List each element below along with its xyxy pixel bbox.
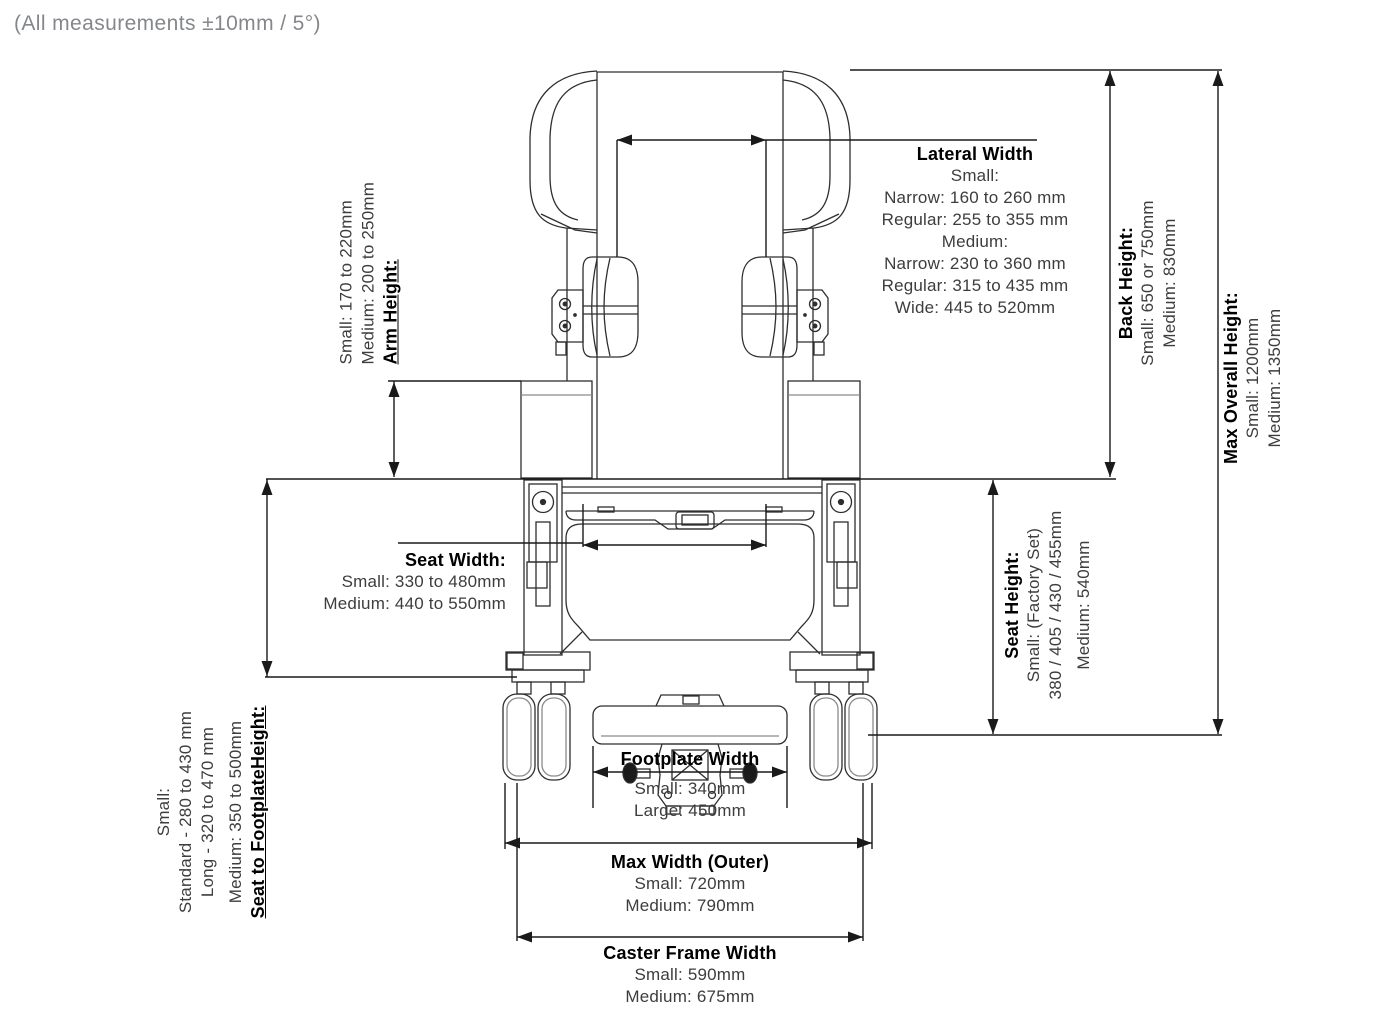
- label-max-overall-height-title: Max Overall Height:: [1221, 292, 1241, 464]
- left-seat-post: [524, 480, 562, 655]
- label-seat-height-title: Seat Height:: [1002, 551, 1022, 659]
- label-max-width-outer-title: Max Width (Outer): [610, 852, 770, 872]
- label-caster-frame-width-title: Caster Frame Width: [603, 943, 777, 963]
- label-arm-height: Small: 170 to 220mm Medium: 200 to 250mm Arm Height:: [336, 160, 404, 365]
- label-back-height: Back Height: Small: 650 or 750mm Medium: 830mm: [1115, 188, 1185, 378]
- base-frame: [506, 652, 874, 694]
- label-caster-frame-width: Caster Frame Width Small: 590mm Medium: 675mm: [560, 942, 820, 1008]
- left-lateral-pad: [552, 257, 638, 357]
- label-seat-to-footplate-title: Seat to FootplateHeight:: [248, 705, 268, 919]
- label-lateral-width: Lateral Width Small: Narrow: 160 to 260 mm Regular: 255 to 355 mm Medium: Narrow: 230 to 360 mm Regular: 315 to 435 mm Wide: 445 to 520mm: [845, 143, 1105, 319]
- label-max-width-outer: Max Width (Outer) Small: 720mm Medium: 790mm: [560, 851, 820, 917]
- backrest-panel: [597, 72, 783, 479]
- seat-bucket: [566, 524, 814, 640]
- chair-outline: [503, 71, 877, 814]
- label-footplate-width-title: Footplate Width: [620, 749, 760, 769]
- right-casters: [810, 694, 877, 780]
- tolerance-note: (All measurements ±10mm / 5°): [14, 12, 321, 35]
- label-seat-height: Seat Height: Small: (Factory Set) 380 / 405 / 430 / 455mm Medium: 540mm: [1001, 500, 1097, 710]
- label-seat-width: Seat Width: Small: 330 to 480mm Medium: 440 to 550mm: [236, 549, 506, 615]
- label-lateral-width-title: Lateral Width: [916, 144, 1034, 164]
- label-seat-width-title: Seat Width:: [404, 550, 506, 570]
- right-lateral-pad: [742, 257, 828, 357]
- label-seat-to-footplate-height: Small: Standard - 280 to 430 mm Long - 320 to 470 mm Medium: 350 to 500mm Seat to FootplateHeight:: [153, 687, 269, 937]
- right-seat-post: [822, 480, 860, 655]
- footplate: [593, 695, 787, 744]
- label-max-overall-height: Max Overall Height: Small: 1200mm Medium: 1350mm: [1220, 278, 1290, 478]
- seat-rails: [562, 487, 822, 493]
- seat-pan: [566, 511, 814, 529]
- label-back-height-title: Back Height:: [1116, 226, 1136, 340]
- label-arm-height-title: Arm Height:: [380, 259, 401, 365]
- label-footplate-width: Footplate Width Small: 340mm Large: 450mm: [560, 748, 820, 822]
